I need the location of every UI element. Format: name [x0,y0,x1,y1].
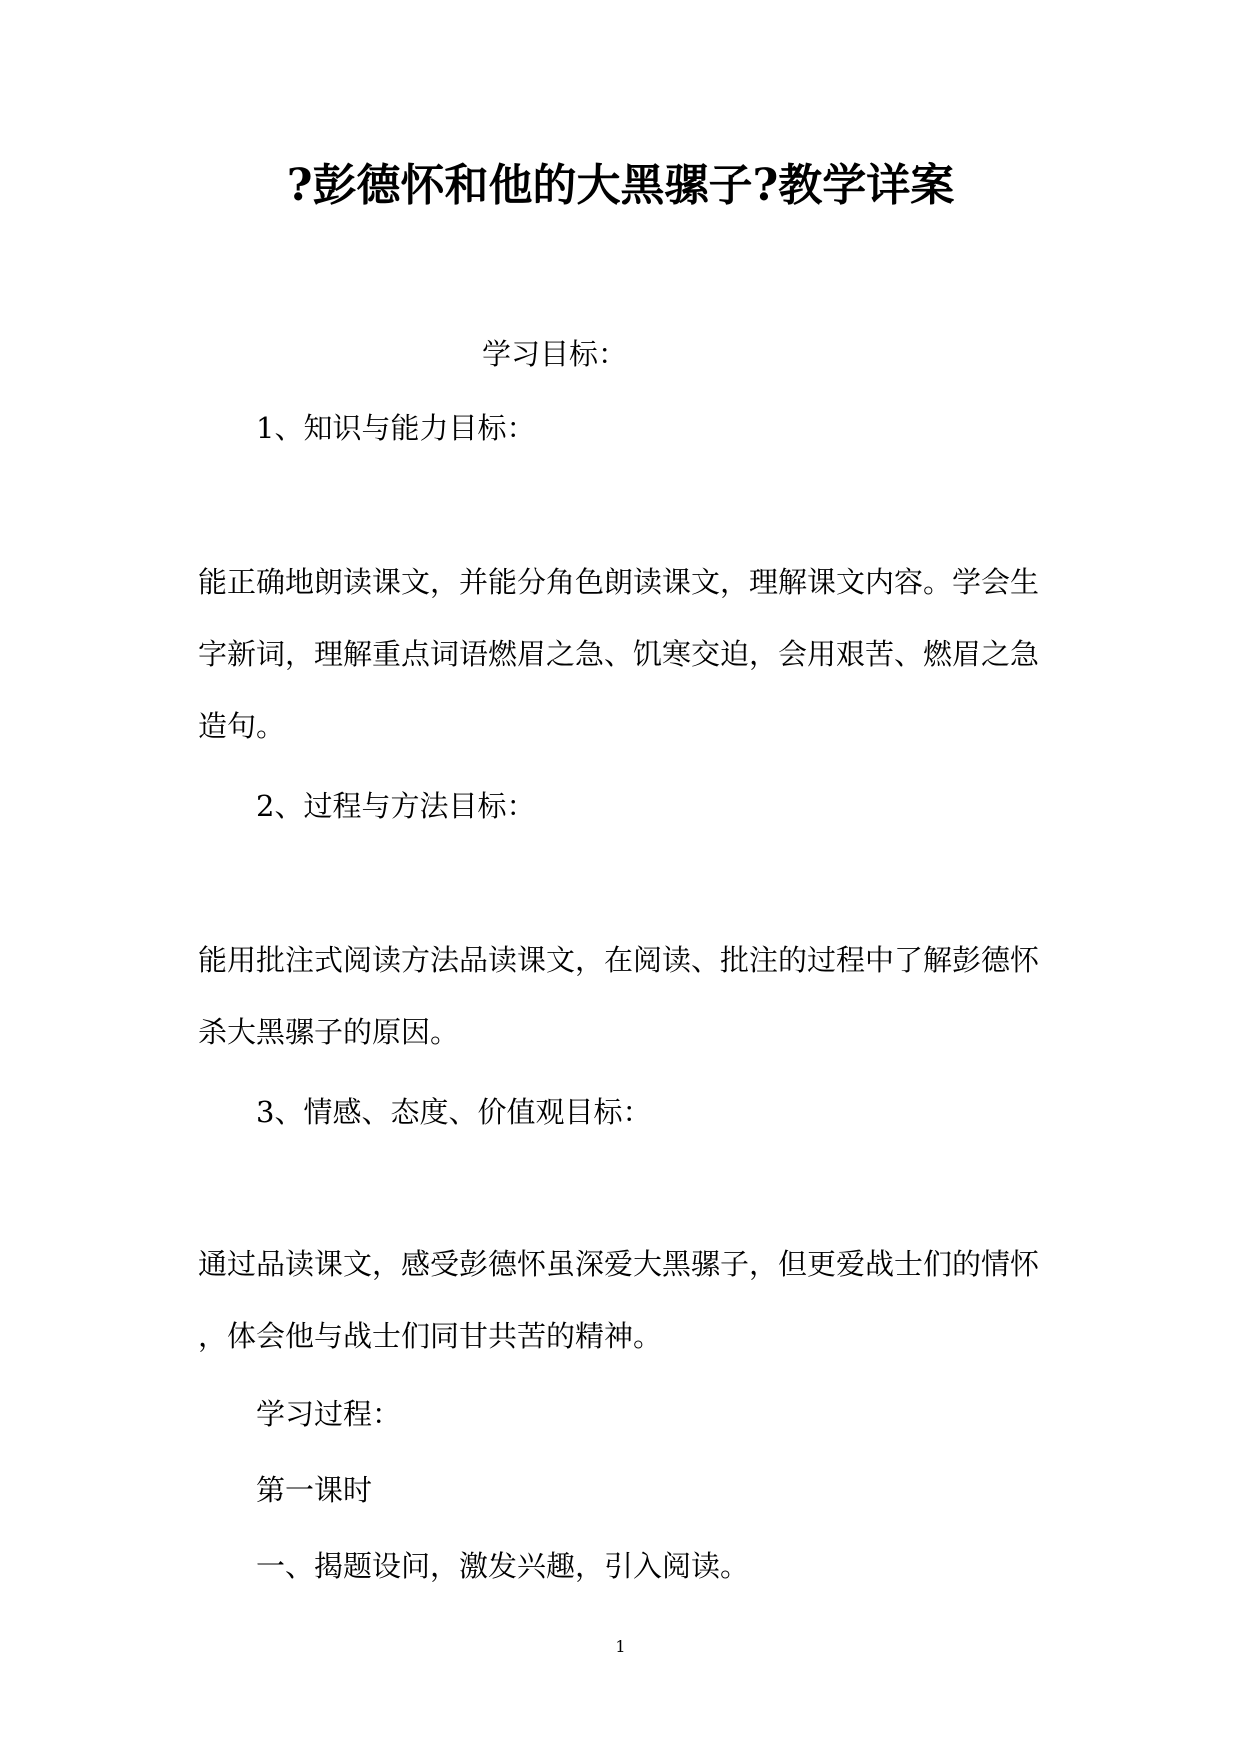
objective-1-text-line-1: 能正确地朗读课文，并能分角色朗读课文，理解课文内容。学会生 [198,565,1040,599]
lesson-heading: 第一课时 [256,1473,373,1507]
objective-2-text-line-2: 杀大黑骡子的原因。 [198,1015,460,1049]
objective-3-text-line-2: ，体会他与战士们同甘共苦的精神。 [198,1319,663,1353]
page-number: 1 [615,1637,626,1656]
objectives-heading: 学习目标： [482,337,628,371]
document-title: ?彭德怀和他的大黑骡子?教学详案 [286,160,955,211]
objective-1-text-line-2: 字新词，理解重点词语燃眉之急、饥寒交迫，会用艰苦、燃眉之急 [198,637,1040,671]
objective-3-heading: 3、情感、态度、价值观目标： [256,1095,652,1129]
objective-1-heading: 1、知识与能力目标： [256,411,536,445]
step-1: 一、揭题设问，激发兴趣，引入阅读。 [256,1549,750,1583]
objective-2-heading: 2、过程与方法目标： [256,789,536,823]
process-heading: 学习过程： [256,1397,402,1431]
objective-3-text-line-1: 通过品读课文，感受彭德怀虽深爱大黑骡子，但更爱战士们的情怀 [198,1247,1040,1281]
objective-1-text-line-3: 造句。 [198,709,286,743]
objective-2-text-line-1: 能用批注式阅读方法品读课文，在阅读、批注的过程中了解彭德怀 [198,943,1040,977]
